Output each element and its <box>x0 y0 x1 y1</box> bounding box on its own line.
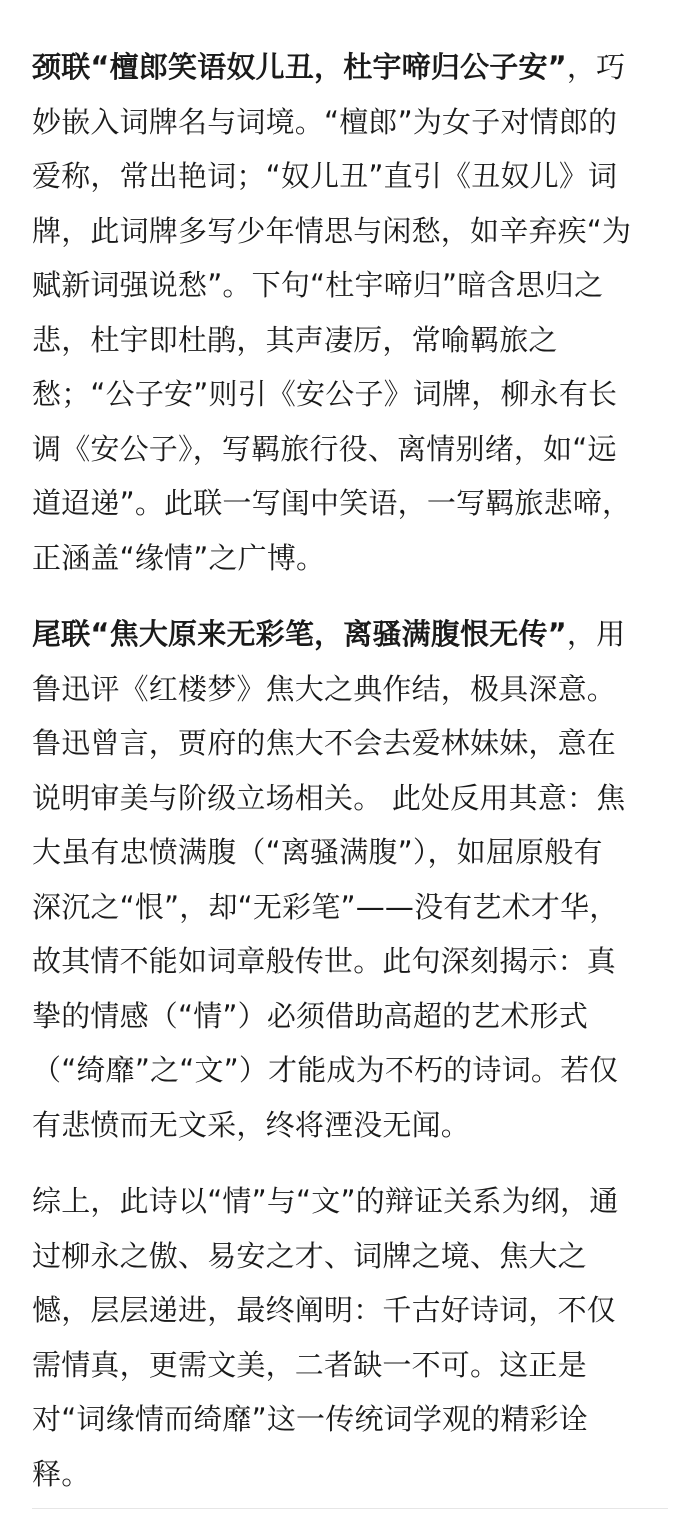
text-line <box>32 40 672 95</box>
text-run: 鲁迅曾言，贾府的焦大不会去爱林妹妹，意在 <box>32 726 617 760</box>
text-run: 牌，此词牌多写少年情思与闲愁，如辛弃疾“为 <box>32 213 632 248</box>
text-run: 大虽有忠愤满腹（“离骚满腹”），如屈原般有 <box>32 835 603 869</box>
text-line <box>32 716 672 771</box>
text-run: 正涵盖“缘情”之广博。 <box>32 540 326 575</box>
text-line <box>32 771 672 826</box>
text-run: 调《安公子》，写羁旅行役、离情别绪，如“远 <box>32 431 617 466</box>
text-line <box>32 313 672 368</box>
text-run: 故其情不能如词章般传世。此句深刻揭示：真 <box>32 944 617 978</box>
text-run: 有悲愤而无文采，终将湮没无闻。 <box>32 1107 471 1142</box>
text-line <box>32 989 672 1044</box>
text-line <box>32 1229 672 1284</box>
bottom-divider <box>32 1508 668 1509</box>
text-line <box>32 1392 672 1447</box>
text-run: 鲁迅评《红楼梦》焦大之典作结，极具深意。 <box>32 671 617 706</box>
text-run: 说明审美与阶级立场相关。 此处反用其意：焦 <box>32 780 626 815</box>
text-run: 需情真，更需文美，二者缺一不可。这正是 <box>32 1347 587 1382</box>
text-run: 悲，杜宇即杜鹃，其声凄厉，常喻羁旅之 <box>32 322 558 357</box>
text-line <box>32 934 672 989</box>
text-run: 赋新词强说愁”。下句“杜宇啼归”暗含思归之 <box>32 268 604 302</box>
text-run: 道迢递”。此联一写闺中笑语，一写羁旅悲啼， <box>32 486 632 520</box>
text-line <box>32 531 672 586</box>
text-run: 过柳永之傲、易安之才、词牌之境、焦大之 <box>32 1238 587 1273</box>
text-line <box>32 1447 672 1502</box>
bold-text-run: 颈联“檀郎笑语奴儿丑，杜宇啼归公子安” <box>32 50 567 84</box>
text-run: 爱称，常出艳词；“奴儿丑”直引《丑奴儿》词 <box>32 159 618 193</box>
text-line <box>32 476 672 531</box>
text-line <box>32 607 672 662</box>
text-run: 释。 <box>32 1456 91 1491</box>
text-run: ，巧 <box>566 50 626 84</box>
text-line <box>32 1098 672 1153</box>
text-run: 对“词缘情而绮靡”这一传统词学观的精彩诠 <box>32 1402 589 1436</box>
paragraph <box>32 40 672 585</box>
text-line <box>32 662 672 717</box>
paragraph <box>32 607 672 1152</box>
text-line <box>32 149 672 204</box>
text-run: ，用 <box>566 617 626 651</box>
bold-text-run: 尾联“焦大原来无彩笔，离骚满腹恨无传” <box>32 617 567 651</box>
text-run: 挚的情感（“情”）必须借助高超的艺术形式 <box>32 998 589 1033</box>
text-run: 憾，层层递进，最终阐明：千古好诗词，不仅 <box>32 1293 617 1327</box>
text-run: 深沉之“恨”，却“无彩笔”——没有艺术才华， <box>32 889 619 924</box>
text-line <box>32 825 672 880</box>
article-body <box>32 40 672 1523</box>
text-line <box>32 95 672 150</box>
text-line <box>32 1174 672 1229</box>
text-line <box>32 367 672 422</box>
text-run: 愁；“公子安”则引《安公子》词牌，柳永有长 <box>32 377 618 411</box>
text-run: （“绮靡”之“文”）才能成为不朽的诗词。若仅 <box>32 1053 619 1087</box>
text-line <box>32 258 672 313</box>
text-line <box>32 1338 672 1393</box>
text-run: 妙嵌入词牌名与词境。“檀郎”为女子对情郎的 <box>32 104 618 139</box>
text-run: 综上，此诗以“情”与“文”的辩证关系为纲，通 <box>32 1184 619 1218</box>
paragraph <box>32 1174 672 1501</box>
text-line <box>32 204 672 259</box>
text-line <box>32 422 672 477</box>
text-line <box>32 1283 672 1338</box>
text-line <box>32 1043 672 1098</box>
text-line <box>32 880 672 935</box>
